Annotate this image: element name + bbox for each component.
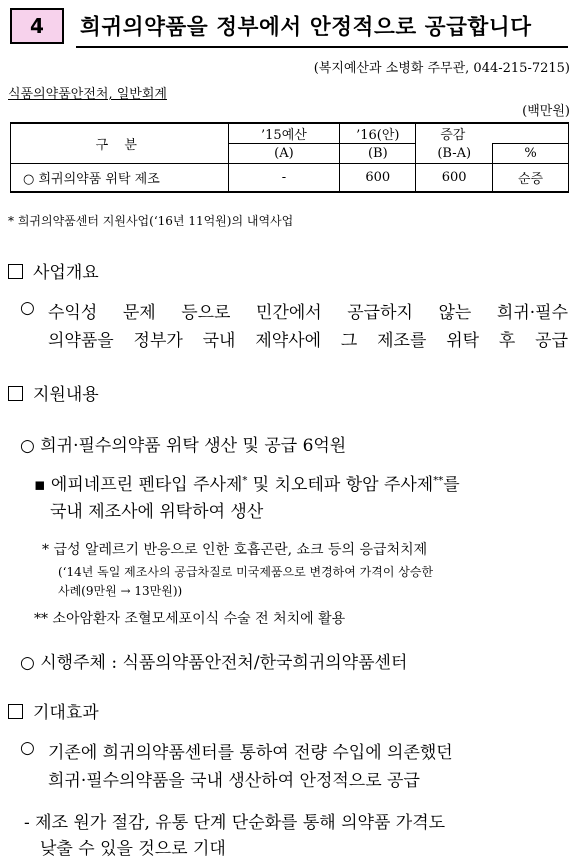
table-cell-2015: - [228,164,340,192]
table-cell-2016: 600 [340,164,416,192]
section-heading-label: 사업개요 [33,263,99,283]
overview-line-2: 의약품을 정부가 국내 제약사에 그 제조를 위탁 후 공급 [48,331,568,351]
section-heading-overview [8,258,99,283]
agency-label: 식품의약품안전처, 일반회계 [8,87,167,102]
support-note-1-sub-2: 사례(9만원 → 13만원)) [58,584,183,598]
unit-label: (백만원) [522,104,570,119]
table-cell-diff: 600 [416,164,493,192]
overview-line-1: 수익성 문제 등으로 민간에서 공급하지 않는 희귀·필수 [48,303,568,323]
section-heading-label: 지원내용 [33,385,99,405]
support-bullet-1: ○ 희귀·필수의약품 위탁 생산 및 공급 6억원 [20,436,347,456]
support-note-2: ** 소아암환자 조혈모세포이식 수술 전 처치에 활용 [34,611,346,627]
checkbox-square-icon [8,264,23,279]
section-heading-label: 기대효과 [33,703,99,723]
title-underline [76,46,568,48]
table-footnote: * 희귀의약품센터 지원사업(‘16년 11억원)의 내역사업 [8,214,294,228]
table-cell-pct: 순증 [493,164,569,192]
header-gubun: 구 분 [11,123,229,164]
checkbox-square-icon [8,386,23,401]
section-heading-effects [8,698,99,723]
table-row-item: ○ 희귀의약품 위탁 제조 [11,164,229,192]
support-sub-line-2: 국내 제조사에 위탁하여 생산 [50,502,264,522]
effects-marker: ○ [20,738,35,758]
overview-marker: ○ [20,298,35,318]
support-note-1: * 급성 알레르기 반응으로 인한 호흡곤란, 쇼크 등의 응급처치제 [42,542,428,558]
title-block [10,8,568,48]
header-pct: % [493,144,569,164]
support-sub-line-1: ▪ 에피네프린 펜타입 주사제* 및 치오테파 항암 주사제**를 [34,475,460,495]
header-diff: 증감 [416,123,569,144]
effects-dash-line-1: - 제조 원가 절감, 유통 단계 단순화를 통해 의약품 가격도 [24,813,446,833]
support-note-1-sub-1: (‘14년 독일 제조사의 공급차질로 미국제품으로 변경하여 가격이 상승한 [58,565,434,579]
header-2015-sub: (A) [228,144,340,164]
header-diff-sub: (B-A) [416,144,493,164]
header-2015: ’15예산 [228,123,340,144]
effects-line-1: 기존에 희귀의약품센터를 통하여 전량 수입에 의존했던 [48,743,453,763]
page-title: 희귀의약품을 정부에서 안정적으로 공급합니다 [80,15,532,40]
section-heading-support [8,380,99,405]
budget-table [10,122,569,193]
header-2016: ’16(안) [340,123,416,144]
contact-info: (복지예산과 소병화 주무관, 044-215-7215) [313,61,570,76]
support-bullet-2: ○ 시행주체 : 식품의약품안전처/한국희귀의약품센터 [20,653,408,673]
checkbox-square-icon [8,704,23,719]
effects-dash-line-2: 낮출 수 있을 것으로 기대 [40,839,226,859]
effects-line-2: 희귀·필수의약품을 국내 생산하여 안정적으로 공급 [48,771,420,791]
header-2016-sub: (B) [340,144,416,164]
section-number-badge: 4 [10,8,64,44]
